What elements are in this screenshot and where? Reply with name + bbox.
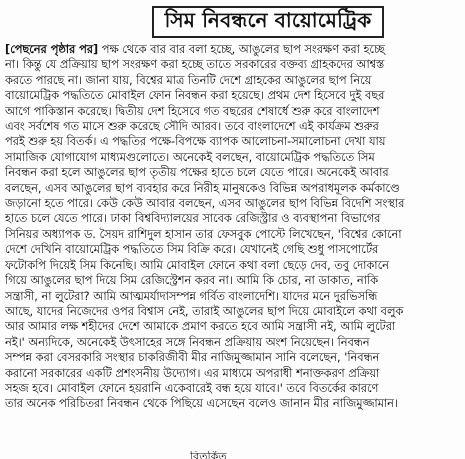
article-line: বায়োমেট্রিক পদ্ধতিতে মোবাইল ফোন নিবন্ধন করা হয়েছে। প্রথম দেশ হিসেবে দুই বছর (5, 89, 385, 103)
article-line: আগে পাকিস্তান করেছে। দ্বিতীয় দেশ হিসেবে গত বছরের শেষার্ধে শুরু করে বাংলাদেশ (5, 104, 380, 118)
article-line: গিয়ে আঙুলের ছাপ দিয়ে সিম রেজিস্ট্রেশন করব না। আমি কি চোর, না ডাকাত, নাকি (5, 274, 378, 288)
article-line: করতে পারছে না। জানা যায়, বিশ্বের মাত্র তিনটি দেশে গ্রাহকের আঙুলের ছাপ নিয়ে (5, 73, 372, 87)
article-line: তার অনেক পরিচিতরা নিবন্ধন থেকে পিছিয়ে এসেছেন বলেও জানান মীর নাজিমুজ্জামান। (5, 397, 398, 411)
article-line: আর আমার লক্ষ শহীদের দেশে আমাকে প্রমাণ করতে হবে আমি সন্ত্রাসী নই, আমি লুটেরা (5, 320, 396, 334)
article-body (5, 42, 460, 412)
article-line: করানো সরকারের একটি প্রশংসনীয় উদ্যোগ। এর মাধ্যমে অপরাধী শনাক্তকরণ প্রক্রিয়া (5, 366, 380, 380)
continuation-label: [পেছনের পৃষ্ঠার পর] (5, 43, 99, 56)
article-line: হাতে চলে যেতে পারে। ঢাকা বিশ্ববিদ্যালয়ের সাবেক রেজিস্ট্রার ও ব্যবস্থাপনা বিভাগের (5, 212, 381, 226)
article-line: সম্পন্ন করা বেসরকারি সংস্থার চাকরিজীবী মীর নাজিমুজ্জামান সানি বলেছেন, 'নিবন্ধন (5, 351, 380, 365)
article-line: [পেছনের পৃষ্ঠার পর] পক্ষ থেকে বার বার বলা হচ্ছে, আঙুলের ছাপ সংরক্ষণ করা হচ্ছে (5, 43, 385, 56)
article-line: নই।' অন্যদিকে, অনেকেই উৎসাহের সঙ্গে নিবন্ধন প্রক্রিয়ায় অংশ নিয়েছেন। নিবন্ধন (5, 335, 370, 349)
article-line: জড়ানো হতে পারে। কেউ কেউ আবার বলছেন, এসব আঙুলের ছাপ বিভিন্ন বিদেশি সংস্থার (5, 197, 405, 211)
article-line: বলছেন, এসব আঙুলের ছাপ ব্যবহার করে নিরীহ মানুষকেও বিভিন্ন অপরাধমূলক কর্মকাণ্ডে (5, 181, 400, 195)
article-line: সিনিয়র অধ্যাপক ড. সৈয়দ রাশিদুল হাসান তার ফেসবুক পোস্টে লিখেছেন, 'বিশ্বের কোনো (5, 227, 402, 241)
article-line: আছে, যাদের নিজেদের ওপর বিশ্বাস নেই, তারাই আঙুলের ছাপ দিয়ে মোবাইলে কথা বলুক (5, 304, 404, 318)
article-line: সামাজিক যোগাযোগ মাধ্যমগুলোতে। অনেকেই বলছেন, বায়োমেট্রিক পদ্ধতিতে সিম (5, 150, 375, 164)
article-line: সন্ত্রাসী, না লুটেরা? আমি আত্মমর্যাদাসম্পন্ন গর্বিত বাংলাদেশি। যাদের মনে দুরভিসন্ধি (5, 289, 378, 303)
article-line: সহজ হবে। মোবাইল ফোনে হয়রানি একেবারেই বন্ধ হয়ে যাবে।' তবে বিতর্কের কারণে (5, 381, 379, 395)
article-line: এবং সর্বশেষ গত মাসে শুরু করেছে সৌদি আরব। তবে বাংলাদেশে এই কার্যক্রম শুরুর (5, 120, 379, 134)
article-line: দেশে দেখিনি বায়োমেট্রিক পদ্ধতিতে সিম বিক্রি করে। যেখানেই গেছি শুধু পাসপোর্টের (5, 243, 379, 257)
article-line: পরই শুরু হয় বিতর্ক। এ পদ্ধতির পক্ষে-বিপক্ষে ব্যাপক আলোচনা-সমালোচনা দেখা যায় (5, 135, 386, 149)
cut-off-text: বিতর্কিত (190, 451, 227, 459)
article-line: না। কিন্তু যে প্রক্রিয়ায় ছাপ সংরক্ষণ করা হচ্ছে তাতে সরকারের বক্তব্য গ্রাহকদের আশ্বস্ত (5, 58, 385, 72)
headline: সিম নিবন্ধনে বায়োমেট্রিক (152, 6, 384, 38)
article-line: ফটোকপি দিয়েই সিম কিনেছি। আমি মোবাইল ফোনে কথা বলা ছেড়ে দেব, তবু দোকানে (5, 258, 389, 272)
article-line: নিবন্ধন করা হলে আঙুলের ছাপ তৃতীয় পক্ষের হাতে চলে যেতে পারে। অনেকেই আবার (5, 166, 389, 180)
